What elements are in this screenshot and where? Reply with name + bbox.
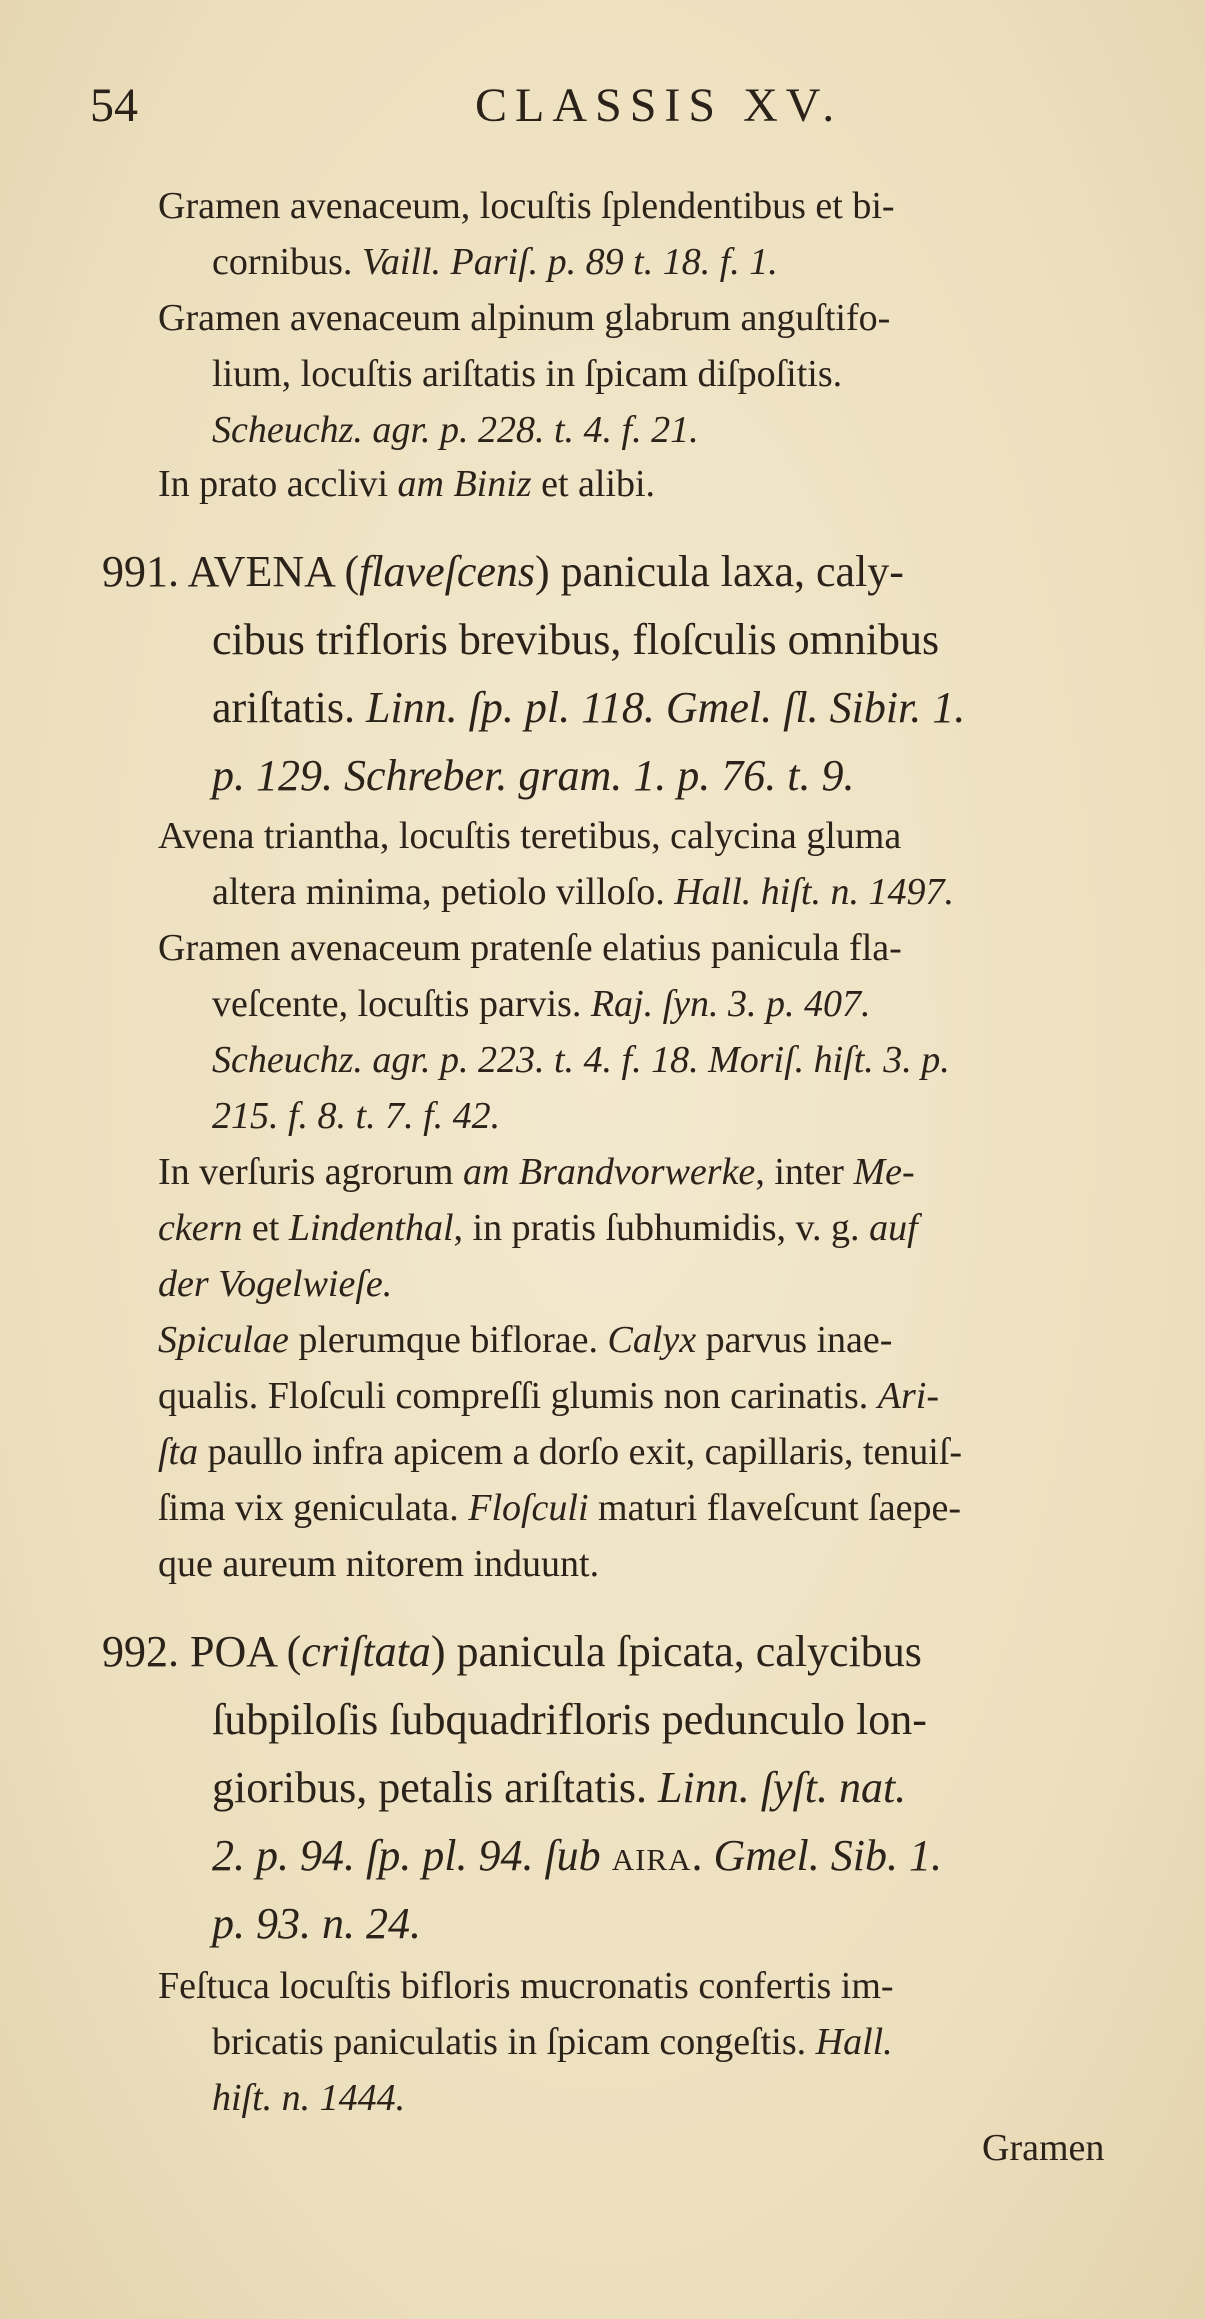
catchword: Gramen: [982, 2127, 1105, 2169]
text-span: flaveſcens: [359, 547, 536, 596]
text-span: 215. f. 8. t. 7. f. 42.: [212, 1095, 501, 1137]
text-span: gioribus, petalis ariſtatis.: [212, 1763, 659, 1812]
text-span: Floſculi: [468, 1487, 589, 1529]
text-line: [158, 812, 901, 860]
text-line: [158, 1540, 599, 1588]
text-span: , inter: [755, 1151, 854, 1193]
text-span: altera minima, petiolo villoſo.: [212, 871, 675, 913]
text-span: et: [242, 1207, 289, 1249]
text-span: Calyx: [607, 1319, 697, 1361]
text-line: [212, 1828, 942, 1884]
text-span: .: [691, 1831, 714, 1880]
text-span: Gramen avenaceum, locuſtis ſplendentibus et bi-: [158, 185, 895, 227]
text-span: auf: [869, 1207, 918, 1249]
text-span: ) panicula ſpicata, calycibus: [430, 1627, 922, 1676]
text-line: [102, 1624, 922, 1680]
text-line: [158, 1962, 894, 2010]
text-span: Hall. hiſt. n. 1497.: [674, 871, 954, 913]
text-span: Linn. ſp. pl. 118. Gmel. ſl. Sibir. 1.: [365, 683, 966, 732]
text-span: Gramen avenaceum alpinum glabrum anguſtifo-: [158, 297, 891, 339]
text-line: [158, 460, 655, 508]
text-span: p. 129. Schreber. gram. 1. p. 76. t. 9.: [212, 751, 855, 800]
text-span: 2. p. 94. ſp. pl. 94. ſub: [212, 1831, 612, 1880]
text-line: [158, 1204, 918, 1252]
text-span: 992. POA (: [102, 1627, 302, 1676]
text-span: Ari-: [877, 1375, 940, 1417]
text-span: Gmel. Sib. 1.: [713, 1831, 942, 1880]
text-span: criſtata: [301, 1627, 431, 1676]
text-span: cibus trifloris brevibus, floſculis omnibus: [212, 615, 940, 664]
text-line: [158, 1372, 939, 1420]
text-span: Linn. ſyſt. nat.: [658, 1763, 907, 1812]
text-line: [212, 1896, 421, 1952]
page-number: 54: [90, 79, 138, 132]
text-span: ckern: [158, 1207, 243, 1249]
text-span: bricatis paniculatis in ſpicam congeſtis.: [212, 2021, 816, 2063]
text-line: [158, 924, 902, 972]
text-span: Me-: [853, 1151, 915, 1193]
text-span: Vaill. Pariſ. p. 89 t. 18. f. 1.: [361, 241, 778, 283]
text-span: et alibi.: [531, 463, 656, 505]
text-span: Hall.: [815, 2021, 893, 2063]
text-span: am Biniz: [397, 463, 532, 505]
text-line: [212, 238, 778, 286]
text-line: [212, 980, 871, 1028]
text-line: [212, 1760, 906, 1816]
text-line: [158, 1484, 961, 1532]
text-line: [158, 1148, 915, 1196]
text-span: plerumque biflorae.: [288, 1319, 608, 1361]
text-span: am Brandvorwerke: [462, 1151, 756, 1193]
text-span: , in pratis ſubhumidis, v. g.: [453, 1207, 870, 1249]
text-line: [212, 2018, 893, 2066]
text-line: [212, 1036, 950, 1084]
text-line: [212, 748, 854, 804]
text-line: [212, 868, 954, 916]
text-span: parvus inae-: [696, 1319, 893, 1361]
text-span: lium, locuſtis ariſtatis in ſpicam diſpoſitis.: [212, 353, 843, 395]
text-span: In prato acclivi: [158, 463, 398, 505]
text-span: der Vogelwieſe.: [158, 1263, 393, 1305]
text-line: [158, 1260, 392, 1308]
text-span: Lindenthal: [288, 1207, 454, 1249]
text-span: Raj. ſyn. 3. p. 407.: [590, 983, 871, 1025]
text-span: Avena triantha, locuſtis teretibus, calycina gluma: [158, 815, 902, 857]
text-span: cornibus.: [212, 241, 362, 283]
text-span: aira: [611, 1831, 692, 1880]
text-span: que aureum nitorem induunt.: [158, 1543, 600, 1585]
text-line: [212, 680, 965, 736]
text-span: Gramen avenaceum pratenſe elatius panicula fla-: [158, 927, 902, 969]
page-header: [90, 78, 1130, 138]
text-span: veſcente, locuſtis parvis.: [212, 983, 591, 1025]
text-line: [212, 2074, 405, 2122]
text-line: [212, 406, 699, 454]
text-span: In verſuris agrorum: [158, 1151, 463, 1193]
text-line: [158, 1316, 892, 1364]
text-line: [212, 1092, 500, 1140]
text-span: ariſtatis.: [212, 683, 366, 732]
text-span: hiſt. n. 1444.: [212, 2077, 406, 2119]
text-line: [158, 1428, 962, 1476]
text-span: Spiculae: [158, 1319, 289, 1361]
text-line: [212, 350, 842, 398]
class-title: CLASSIS XV.: [475, 79, 843, 132]
text-span: 991. AVENA (: [102, 547, 360, 596]
text-line: [158, 182, 895, 230]
text-span: qualis. Floſculi compreſſi glumis non carinatis.: [158, 1375, 878, 1417]
text-span: Scheuchz. agr. p. 223. t. 4. f. 18. Moriſ. hiſt. 3. p.: [212, 1039, 950, 1081]
text-span: p. 93. n. 24.: [212, 1899, 421, 1948]
text-span: ſubpiloſis ſubquadrifloris pedunculo lon-: [212, 1695, 927, 1744]
text-span: maturi flaveſcunt ſaepe-: [588, 1487, 961, 1529]
text-span: Scheuchz. agr. p. 228. t. 4. f. 21.: [212, 409, 699, 451]
text-span: paullo infra apicem a dorſo exit, capillaris, tenuiſ-: [198, 1431, 963, 1473]
text-line: [212, 1692, 927, 1748]
text-line: [158, 294, 890, 342]
text-line: [102, 544, 904, 600]
text-span: ) panicula laxa, caly-: [535, 547, 904, 596]
text-span: Feſtuca locuſtis bifloris mucronatis confertis im-: [158, 1965, 894, 2007]
text-span: ſta: [158, 1431, 199, 1473]
text-span: ſima vix geniculata.: [158, 1487, 469, 1529]
text-line: [212, 612, 939, 668]
